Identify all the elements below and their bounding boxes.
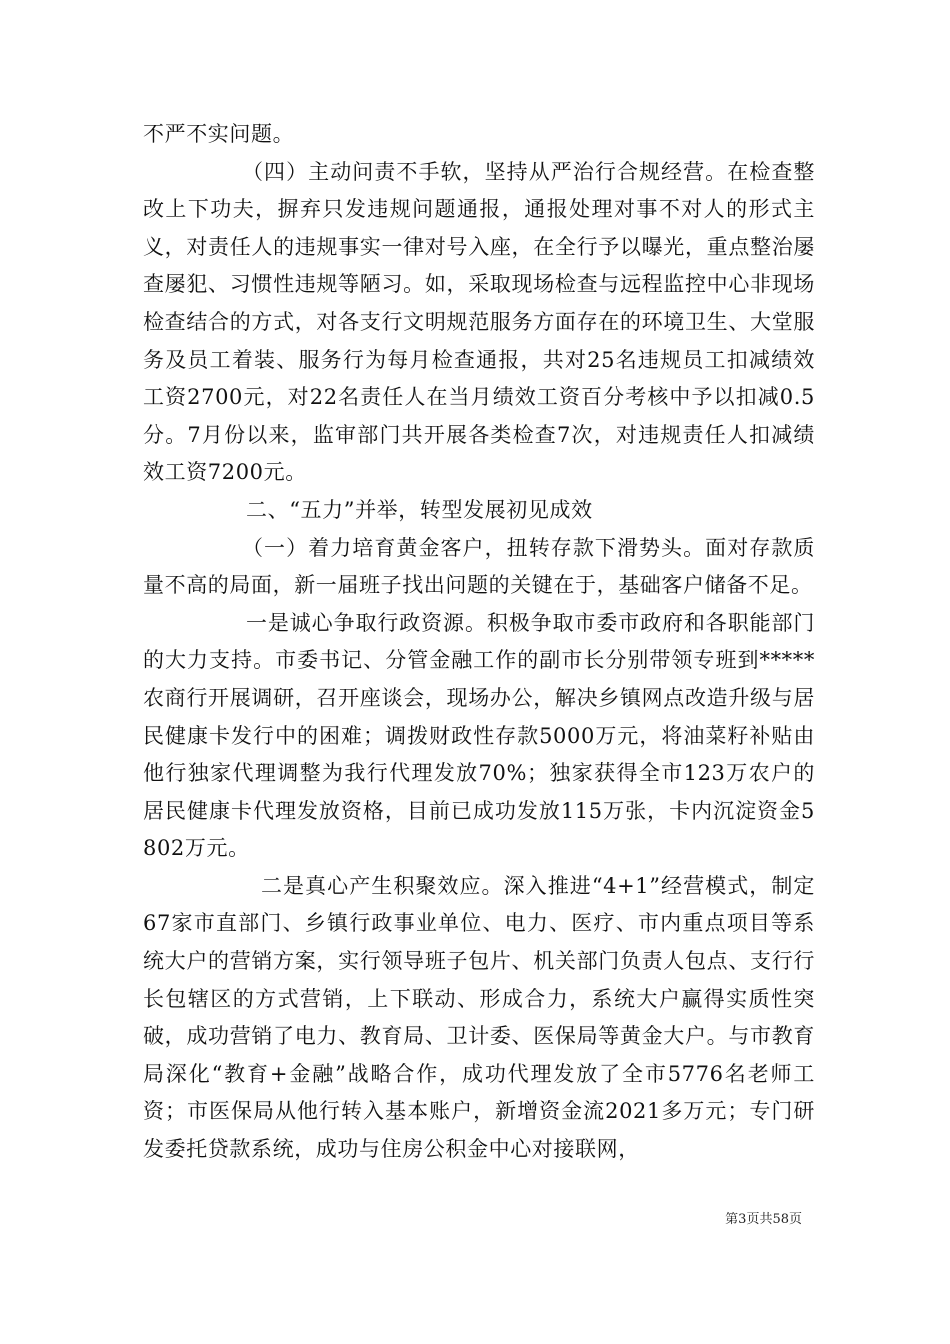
section-heading-two: 二、“五力”并举，转型发展初见成效 [246,497,593,522]
body-text [143,116,815,1169]
paragraph-section-four: （四）主动问责不手软，坚持从严治行合规经营。在检查整改上下功夫，摒弃只发违规问题通报，通报处理对事不对人的形式主义，对责任人的违规事实一律对号入座，在全行予以曝光，重点整治屡查屡犯、习惯性违规等陋习。如，采取现场检查与远程监控中心非现场检查结合的方式，对各支行文明规范服务方面存在的环境卫生、大堂服务及员工着装、服务行为每月检查通报，共对25名违规员工扣减绩效工资2700元，对22名责任人在当月绩效工资百分考核中予以扣减0.5分。7月份以来，监审部门共开展各类检查7次，对违规责任人扣减绩效工资7200元。 [143,159,815,485]
paragraph-subsection-one: （一）着力培育黄金客户，扭转存款下滑势头。面对存款质量不高的局面，新一届班子找出问题的关键在于，基础客户储备不足。 [143,535,815,598]
page-number-footer: 第3页共58页 [725,1212,802,1227]
paragraph-continuation: 不严不实问题。 [143,122,295,146]
paragraph-point-one: 一是诚心争取行政资源。积极争取市委市政府和各职能部门的大力支持。市委书记、分管金融工作的副市长分别带领专班到*****农商行开展调研，召开座谈会，现场办公，解决乡镇网点改造升级与居民健康卡发行中的困难；调拨财政性存款5000万元，将油菜籽补贴由他行独家代理调整为我行代理发放70%；独家获得全市123万农户的居民健康卡代理发放资格，目前已成功发放115万张，卡内沉淀资金5802万元。 [143,610,815,861]
paragraph-point-two: 二是真心产生积聚效应。深入推进“4+1”经营模式，制定67家市直部门、乡镇行政事业单位、电力、医疗、市内重点项目等系统大户的营销方案，实行领导班子包片、机关部门负责人包点、支行行长包辖区的方式营销，上下联动、形成合力，系统大户赢得实质性突破，成功营销了电力、教育局、卫计委、医保局等黄金大户。与市教育局深化“教育+金融”战略合作，成功代理发放了全市5776名老师工资；市医保局从他行转入基本账户，新增资金流2021多万元；专门研发委托贷款系统，成功与住房公积金中心对接联网， [143,873,815,1162]
